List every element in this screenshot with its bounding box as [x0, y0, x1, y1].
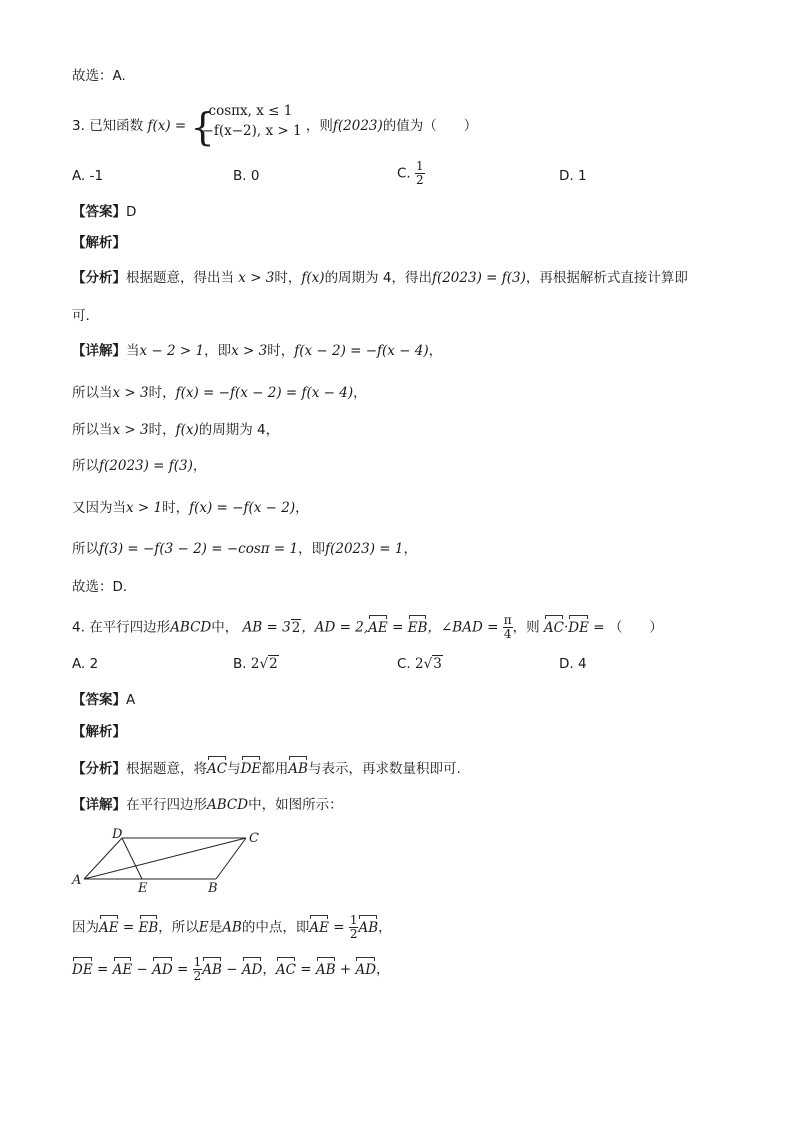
vector: AC — [207, 761, 228, 777]
parallelogram-figure — [68, 824, 268, 896]
text: 与表示，再求数量积即可. — [307, 761, 461, 777]
answer-tag: 【答案】 — [72, 204, 126, 220]
math-expr: ，∠BAD = — [427, 619, 499, 636]
answer-line — [72, 690, 135, 710]
text: 时， — [148, 422, 176, 438]
answer-line — [72, 202, 136, 222]
math-expr: f(2023) — [332, 118, 383, 134]
denominator: 2 — [416, 173, 424, 187]
q4-detail-line-2 — [72, 914, 392, 941]
coefficient: 2 — [415, 656, 424, 672]
stem-text: 已知函数 — [89, 118, 144, 134]
text: ，即 — [298, 541, 326, 557]
option-label: C. — [397, 165, 411, 182]
math-expr: f(x) — [175, 422, 199, 438]
math-expr: − — [221, 961, 242, 978]
vector: AD — [241, 961, 263, 978]
question-4-stem — [72, 614, 663, 641]
math-expr: = — [295, 961, 316, 978]
detail-tag: 【详解】 — [72, 797, 126, 813]
math-expr: f(x) — [301, 270, 325, 286]
vector: DE — [568, 619, 589, 636]
text: 时， — [162, 500, 190, 516]
text: 在平行四边形 — [126, 797, 207, 813]
math-expr: = — [387, 619, 408, 636]
q3-detail-line-1 — [72, 341, 442, 361]
math-expr: f(3) = −f(3 − 2) = −cosπ = 1 — [99, 541, 299, 557]
vertex-label-c: C — [249, 831, 259, 846]
text: 因为 — [72, 919, 99, 936]
option-c — [397, 160, 425, 187]
math-expr: = — [92, 961, 113, 978]
q3-detail-line-2 — [72, 383, 367, 403]
math-expr: + — [335, 961, 356, 978]
stem-text: ，则 — [305, 118, 333, 134]
vector: DE — [72, 961, 93, 978]
text: = （ ） — [588, 619, 663, 636]
q4-fenxi-line — [72, 759, 461, 779]
numerator: 1 — [416, 159, 424, 173]
option-b — [233, 654, 279, 674]
segment-de — [122, 838, 142, 879]
q3-detail-line-3 — [72, 420, 279, 440]
text: 时， — [267, 343, 295, 359]
figure-lines — [84, 838, 246, 879]
piecewise-case-2: −f(x−2), x > 1 — [202, 123, 302, 139]
option-c — [397, 654, 443, 674]
text: ， — [376, 961, 390, 978]
q4-detail-line-1 — [72, 795, 343, 815]
text: 时， — [148, 385, 176, 401]
math-expr: f(2023) = 1 — [325, 541, 404, 557]
detail-tag: 【详解】 — [72, 343, 126, 359]
vector: AE — [368, 619, 388, 636]
text: 在平行四边形 — [89, 619, 171, 636]
text: ， — [192, 458, 207, 474]
fraction — [503, 614, 513, 641]
vector: AE — [99, 919, 119, 936]
denominator: 4 — [503, 627, 512, 641]
option-b: B. 0 — [233, 168, 260, 184]
text: 都用 — [261, 761, 289, 777]
sqrt-radicand: 3 — [433, 656, 442, 672]
math-expr: x − 2 > 1 — [139, 343, 205, 359]
text: 所以当 — [72, 422, 113, 438]
text: 所以 — [72, 541, 99, 557]
math-expr: AB — [222, 919, 242, 936]
text: 与 — [227, 761, 241, 777]
edge-da — [84, 838, 122, 879]
math-expr: x > 3 — [238, 270, 275, 286]
text: 所以当 — [72, 385, 113, 401]
vector: AB — [202, 961, 222, 978]
math-expr: = — [328, 919, 349, 936]
question-3-stem — [72, 103, 478, 149]
text: 的周期为 4， — [198, 422, 280, 438]
q3-final-answer: 故选：D． — [72, 579, 137, 595]
vector: AC — [543, 619, 564, 636]
fraction — [415, 160, 425, 187]
vector: AE — [112, 961, 133, 978]
text: 所以 — [72, 458, 99, 474]
piecewise-definition: { cosπx, x ≤ 1 −f(x−2), x > 1 — [190, 103, 302, 149]
analysis-tag: 【解析】 — [72, 235, 126, 251]
vector: AD — [355, 961, 377, 978]
q3-detail-line-6 — [72, 539, 417, 559]
denominator: 2 — [349, 927, 358, 941]
math-expr: − — [132, 961, 153, 978]
math-expr: f(2023) = f(3) — [99, 458, 193, 474]
option-label: B. — [233, 656, 247, 672]
vertex-label-a: A — [72, 873, 82, 888]
q3-fenxi-line-2: 可. — [72, 308, 90, 324]
function-name: f(x) = — [147, 118, 187, 134]
vector: DE — [240, 761, 262, 777]
vector: AD — [152, 961, 173, 978]
math-expr: = — [118, 919, 139, 936]
vertex-label-b: B — [208, 881, 218, 896]
math-expr: = — [172, 961, 193, 978]
option-d: D. 4 — [559, 656, 587, 672]
fraction — [193, 956, 203, 983]
q3-detail-line-4 — [72, 456, 206, 476]
text: ， — [295, 500, 309, 516]
sqrt-sign: √ — [423, 656, 433, 672]
sqrt-radicand: 2 — [269, 656, 278, 672]
sqrt-sign: √ — [259, 656, 269, 672]
dot-operator: · — [563, 619, 569, 636]
vector: EB — [407, 619, 428, 636]
math-expr: ABCD — [207, 797, 249, 813]
math-expr: x > 3 — [112, 385, 149, 401]
vector: AE — [309, 919, 329, 936]
answer-value: A — [126, 692, 136, 708]
diagonal-ac — [84, 838, 246, 879]
stem-text: 的值为（ ） — [382, 118, 478, 134]
point-label-e: E — [138, 881, 148, 896]
text: 的周期为 4，得出 — [324, 270, 432, 286]
question-number: 3. — [72, 118, 85, 134]
text: ， — [262, 961, 276, 978]
text: 的中点，即 — [241, 919, 310, 936]
text: 当 — [126, 343, 140, 359]
answer-value: D — [126, 204, 137, 220]
text: ，则 — [512, 619, 540, 636]
math-expr: x > 3 — [112, 422, 149, 438]
piecewise-case-1: cosπx, x ≤ 1 — [208, 103, 293, 119]
previous-answer-line: 故选：A. — [72, 68, 126, 84]
vector: EB — [138, 919, 159, 936]
text: 是 — [208, 919, 223, 936]
text: ， — [378, 919, 392, 936]
fenxi-tag: 【分析】 — [72, 761, 126, 777]
text: ，即 — [204, 343, 232, 359]
math-expr: f(2023) = f(3) — [431, 270, 526, 286]
option-a: A. -1 — [72, 168, 104, 184]
text: ， — [403, 541, 417, 557]
text: ，所以 — [158, 919, 199, 936]
text: ， — [353, 385, 367, 401]
math-expr: AB = 3 — [242, 619, 291, 636]
question-number: 4. — [72, 619, 85, 636]
math-expr: x > 1 — [126, 500, 163, 516]
vector: AB — [288, 761, 308, 777]
text: 又因为当 — [72, 500, 126, 516]
text: 根据题意，得出当 — [126, 270, 234, 286]
option-a: A. 2 — [72, 656, 99, 672]
numerator: π — [503, 613, 512, 627]
vector: AC — [275, 961, 296, 978]
math-expr: f(x) = −f(x − 2) — [189, 500, 296, 516]
numerator: 1 — [193, 955, 202, 969]
math-expr: f(x − 2) = −f(x − 4) — [294, 343, 429, 359]
math-expr: ABCD — [170, 619, 212, 636]
text: ， — [428, 343, 443, 359]
math-expr: f(x) = −f(x − 2) = f(x − 4) — [175, 385, 354, 401]
text: 中，如图所示： — [248, 797, 343, 813]
q3-detail-line-5 — [72, 498, 309, 518]
numerator: 1 — [349, 913, 358, 927]
sqrt-radicand: 2 — [291, 619, 301, 636]
coefficient: 2 — [250, 656, 260, 672]
math-expr: x > 3 — [231, 343, 268, 359]
denominator: 2 — [193, 969, 202, 983]
option-label: C. — [397, 656, 411, 672]
text: 时， — [274, 270, 302, 286]
text: ，再根据解析式直接计算即 — [525, 270, 688, 286]
vector: AB — [358, 919, 379, 936]
text: 中， — [211, 619, 239, 636]
math-expr: ，AD = 2, — [301, 619, 369, 636]
q3-fenxi-line — [72, 268, 688, 288]
math-expr: E — [198, 919, 209, 936]
analysis-tag: 【解析】 — [72, 724, 126, 740]
text: 根据题意，将 — [126, 761, 207, 777]
fenxi-tag: 【分析】 — [72, 270, 126, 286]
q4-detail-line-3 — [72, 956, 390, 983]
vector: AB — [315, 961, 336, 978]
option-d: D. 1 — [559, 168, 587, 184]
answer-tag: 【答案】 — [72, 692, 126, 708]
vertex-label-d: D — [112, 827, 123, 842]
